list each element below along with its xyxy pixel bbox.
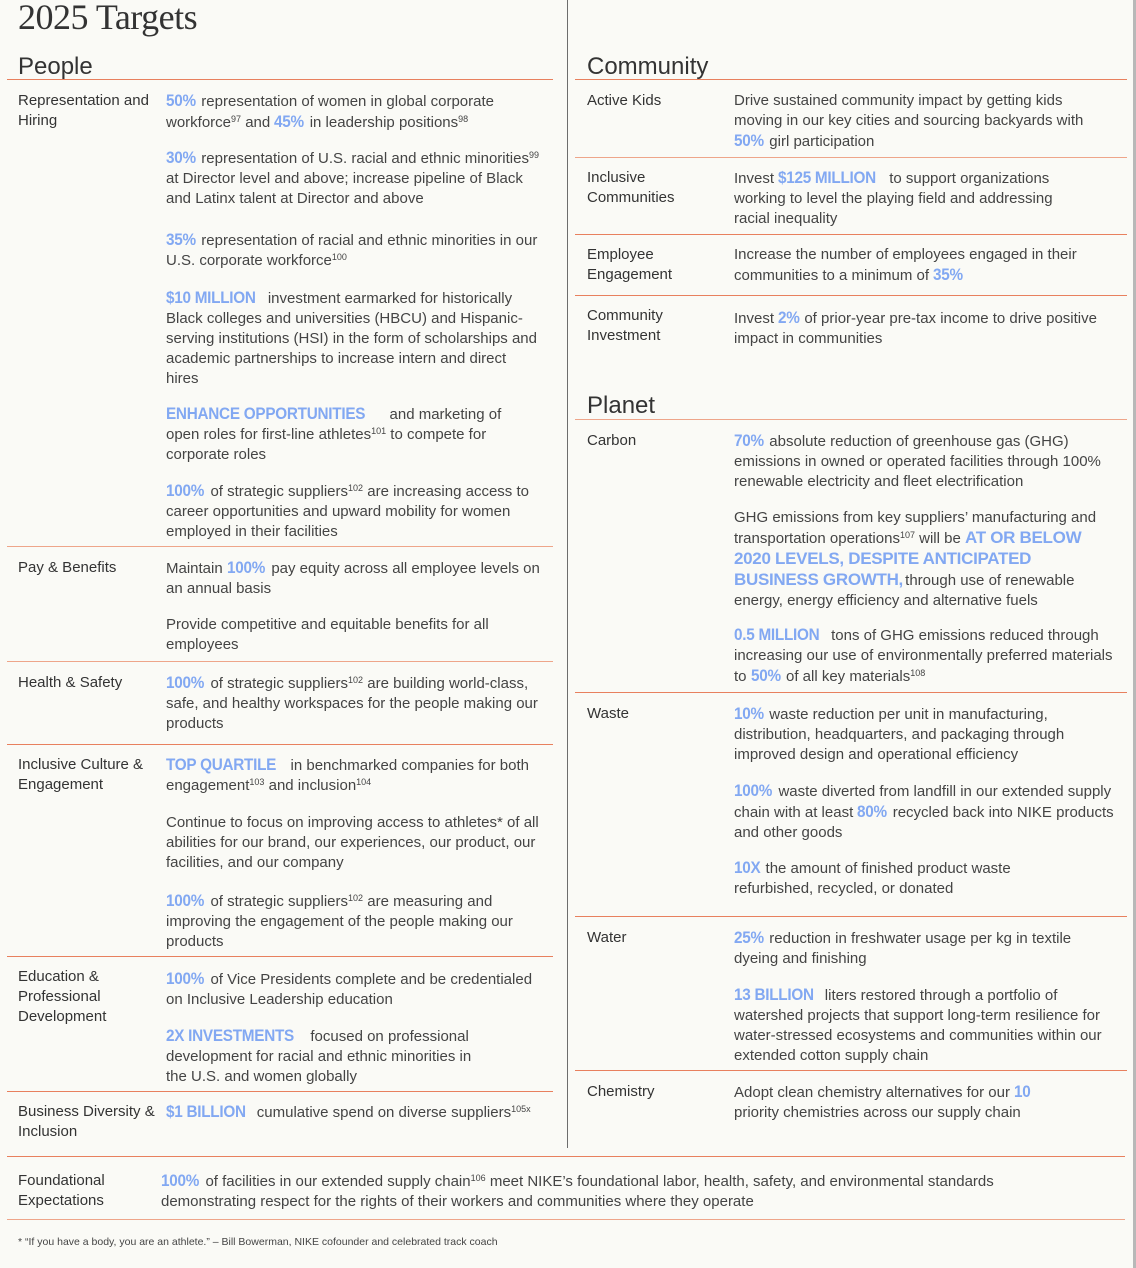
target-item: ENHANCE OPPORTUNITIES and marketing of open roles for first-line athletes$^{101}$ to compete for corporate roles — [166, 404, 502, 463]
target-item: 100% waste diverted from landfill in our extended supply chain with at least 80% recycled back into NIKE products and other goods — [734, 781, 1114, 841]
highlight-value: 2% — [778, 308, 800, 327]
foundational-bottom-rule — [7, 1219, 1125, 1220]
highlight-value: 35% — [933, 265, 964, 284]
target-item: Maintain 100% pay equity across all employee levels on an annual basis — [166, 558, 540, 597]
highlight-value: $1 BILLION — [166, 1102, 246, 1121]
target-item: 10% waste reduction per unit in manufacturing, distribution, headquarters, and packaging through improved design and operational efficiency — [734, 704, 1065, 763]
row-divider — [7, 744, 553, 745]
row-divider — [575, 295, 1127, 296]
page-title: 2025 Targets — [18, 0, 198, 37]
row-divider — [575, 692, 1127, 693]
footnote: * “If you have a body, you are an athlete.” – Bill Bowerman, NIKE cofounder and celebrated track coach — [18, 1236, 498, 1248]
target-item: 25% reduction in freshwater usage per kg in textile dyeing and finishing — [734, 928, 1072, 967]
highlight-value: $10 MILLION — [166, 288, 256, 307]
row-label: Carbon — [587, 432, 637, 449]
column-divider — [567, 0, 568, 1148]
target-item: Invest 2% of prior-year pre-tax income to drive positive impact in communities — [734, 308, 1097, 347]
footnote-ref: 102 — [348, 483, 364, 493]
target-item: Adopt clean chemistry alternatives for our 10 priority chemistries across our supply chain — [734, 1082, 1031, 1121]
row-label: Business Diversity & Inclusion — [18, 1103, 155, 1140]
target-item: 100% of strategic suppliers$^{102}$ are building world-class, safe, and healthy workspaces for the people making our products — [166, 673, 538, 732]
row-label: Community Investment — [587, 307, 663, 344]
row-label: Education & Professional Development — [18, 968, 107, 1025]
row-divider — [575, 1070, 1127, 1071]
highlight-value: 100% — [166, 673, 205, 692]
row-divider — [575, 157, 1127, 158]
highlight-value: 25% — [734, 928, 764, 947]
target-item: 50% representation of women in global corporate workforce$^{97}$ and 45% in leadership positions$^{98}$ — [166, 91, 494, 131]
target-item: 100% of Vice Presidents complete and be credentialed on Inclusive Leadership education — [166, 969, 533, 1008]
row-divider — [575, 234, 1127, 235]
highlight-value: 100% — [734, 781, 773, 800]
target-item: Continue to focus on improving access to athletes* of all abilities for our brand, our experiences, our product, our facilities, and our company — [166, 814, 539, 871]
row-label: Inclusive Culture & Engagement — [18, 756, 144, 793]
target-item: 35% representation of racial and ethnic minorities in our U.S. corporate workforce$^{100}$ — [166, 230, 538, 269]
footnote-ref: 97 — [231, 114, 242, 124]
footnote-ref: 104 — [356, 777, 372, 787]
highlight-value: 100% — [161, 1171, 200, 1190]
row-label: Representation and Hiring — [18, 92, 149, 129]
row-label: Employee Engagement — [587, 246, 673, 283]
target-item: 30% representation of U.S. racial and ethnic minorities$^{99}$ at Director level and above; increase pipeline of Black and Latinx talent at Director and above — [166, 148, 539, 207]
target-item: 100% of facilities in our extended supply chain$^{106}$ meet NIKE’s foundational labor, health, safety, and environmental standards demonstrating respect for the rights of their workers and communities where they operate — [161, 1171, 994, 1210]
section-title-planet: Planet — [587, 392, 656, 419]
row-divider — [7, 661, 553, 662]
row-label: Waste — [587, 705, 629, 722]
highlight-value: 100% — [166, 481, 205, 500]
section-rule-community — [575, 79, 1127, 80]
footnote-ref: 103 — [249, 777, 265, 787]
target-item: $10 MILLION investment earmarked for historically Black colleges and universities (HBCU) and Hispanic-serving institutions (HSI) in the form of scholarships and academic partnerships to increase intern and direct hires — [166, 288, 537, 387]
row-label: Health & Safety — [18, 674, 123, 691]
highlight-value: 10 — [1014, 1082, 1031, 1101]
highlight-value: 10% — [734, 704, 764, 723]
highlight-value: 50% — [734, 131, 764, 150]
target-item: Provide competitive and equitable benefits for all employees — [166, 616, 489, 653]
row-divider — [7, 1091, 553, 1092]
footnote-ref: 108 — [910, 668, 926, 678]
target-item: GHG emissions from key suppliers’ manufacturing and transportation operations$^{107}$ will be AT OR BELOW 2020 LEVELS, DESPITE ANTICIPATED BUSINESS GROWTH, through use of renewable energy, energy efficiency and alternative fuels — [734, 509, 1097, 609]
highlight-value: 13 BILLION — [734, 985, 814, 1004]
highlight-value: TOP QUARTILE — [166, 755, 277, 774]
row-label: Pay & Benefits — [18, 559, 117, 576]
highlight-value: 30% — [166, 148, 196, 167]
section-rule-people — [7, 79, 553, 80]
footnote-ref: 101 — [371, 426, 387, 436]
highlight-value: 80% — [857, 802, 888, 821]
highlight-value: 35% — [166, 230, 196, 249]
row-label: Inclusive Communities — [587, 169, 675, 206]
highlight-value: 50% — [166, 91, 196, 110]
target-item: Increase the number of employees engaged in their communities to a minimum of 35% — [734, 246, 1077, 284]
target-item: Drive sustained community impact by getting kids moving in our key cities and sourcing backyards with 50% girl participation — [734, 92, 1084, 150]
highlight-value: 0.5 MILLION — [734, 625, 820, 644]
row-divider — [7, 956, 553, 957]
section-rule-planet — [575, 419, 1127, 420]
section-title-people: People — [18, 53, 93, 80]
footnote-ref: 99 — [528, 150, 539, 160]
highlight-value: 100% — [166, 891, 205, 910]
footnote-ref: 105x — [511, 1104, 531, 1114]
target-item: 100% of strategic suppliers$^{102}$ are measuring and improving the engagement of the people making our products — [166, 891, 513, 950]
row-label: Foundational Expectations — [18, 1172, 105, 1209]
highlight-value: AT OR BELOW 2020 LEVELS, DESPITE ANTICIPATED BUSINESS GROWTH, — [734, 528, 1082, 589]
row-label: Active Kids — [587, 92, 662, 109]
row-label: Water — [587, 929, 627, 946]
target-item: Invest $125 MILLION to support organizations working to level the playing field and addressing racial inequality — [734, 168, 1053, 227]
row-divider — [575, 916, 1127, 917]
highlight-value: 100% — [166, 969, 205, 988]
highlight-value: ENHANCE OPPORTUNITIES — [166, 404, 366, 423]
footnote-ref: 107 — [899, 530, 915, 540]
highlight-value: $125 MILLION — [778, 168, 877, 187]
target-item: TOP QUARTILE in benchmarked companies for both engagement$^{103}$ and inclusion$^{104}$ — [166, 755, 529, 794]
highlight-value: 10X — [734, 858, 761, 877]
highlight-value: 100% — [226, 558, 265, 577]
target-item: 70% absolute reduction of greenhouse gas (GHG) emissions in owned or operated facilities through 100% renewable electricity and fleet electrification — [734, 431, 1101, 490]
target-item: 100% of strategic suppliers$^{102}$ are increasing access to career opportunities and upward mobility for women employed in their facilities — [166, 481, 529, 540]
highlight-value: 45% — [274, 112, 305, 131]
row-divider — [7, 546, 553, 547]
target-item: 2X INVESTMENTS focused on professional development for racial and ethnic minorities in the U.S. and women globally — [166, 1026, 472, 1085]
footnote-ref: 102 — [348, 893, 364, 903]
target-item: 13 BILLION liters restored through a portfolio of watershed projects that support long-term resilience for water-stressed ecosystems and communities within our extended cotton supply chain — [734, 985, 1102, 1064]
highlight-value: 50% — [750, 666, 781, 685]
footnote-ref: 98 — [458, 114, 469, 124]
footnote-ref: 102 — [348, 675, 364, 685]
highlight-value: 70% — [734, 431, 764, 450]
target-item: $1 BILLION cumulative spend on diverse suppliers$^{105x}$ — [166, 1102, 531, 1121]
row-label: Chemistry — [587, 1083, 655, 1100]
foundational-top-rule — [7, 1156, 1125, 1157]
section-title-community: Community — [587, 53, 709, 80]
footnote-ref: 100 — [331, 252, 347, 262]
footnote-ref: 106 — [470, 1173, 486, 1183]
highlight-value: 2X INVESTMENTS — [166, 1026, 294, 1045]
target-item: 0.5 MILLION tons of GHG emissions reduced through increasing our use of environmentally preferred materials to 50% of all key materials$^{108}$ — [734, 625, 1113, 685]
target-item: 10X the amount of finished product waste refurbished, recycled, or donated — [734, 858, 1011, 897]
